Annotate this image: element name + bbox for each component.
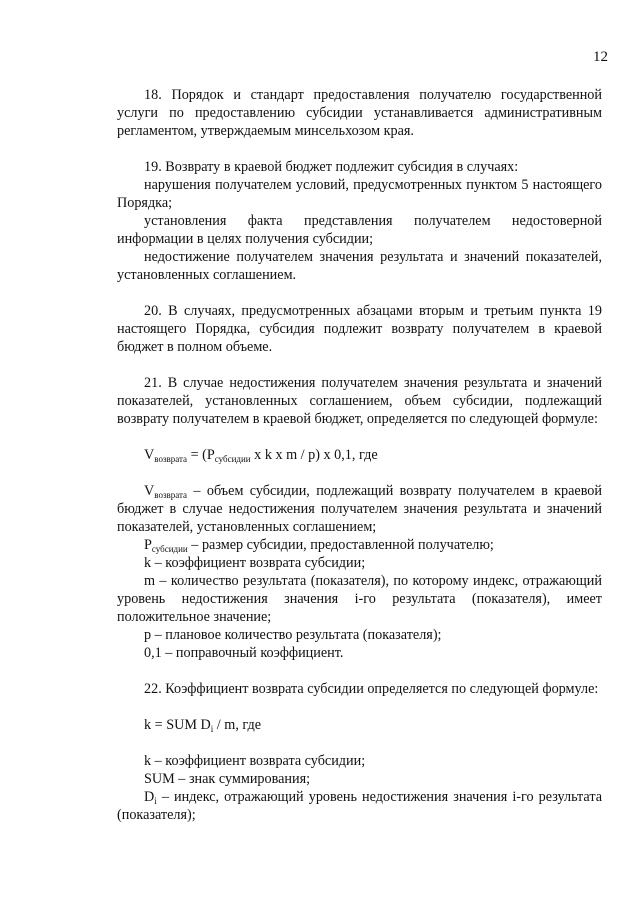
formula-v-subscript: возврата [154,454,188,464]
paragraph-18: 18. Порядок и стандарт предоставления получателю государственной услуги по предоставлению субсидии устанавливается административным регламентом, утверждаемым минсельхозом края. [117,87,602,139]
paragraph-19-case-2: установления факта представления получателем недостоверной информации в целях получения субсидии; [117,213,602,247]
definition-v-text: – объем субсидии, подлежащий возврату получателем в краевой бюджет в случае недостижения получателем значения результата и значений показателей, установленных соглашением; [117,483,602,535]
definition-m: m – количество результата (показателя), по которому индекс, отражающий уровень недостижения значения i-го результата (показателя), имеет положительное значение; [117,573,602,625]
definition-p-text: – размер субсидии, предоставленной получателю; [187,537,494,553]
formula-k-lead: k = SUM D [144,717,211,733]
definition-sum: SUM – знак суммирования; [144,771,311,787]
paragraph-19-case-1: нарушения получателем условий, предусмотренных пунктом 5 настоящего Порядка; [117,177,602,211]
formula-v-return [117,446,602,464]
definition-p-subscript: субсидии [151,544,188,554]
paragraph-21: 21. В случае недостижения получателем значения результата и значений показателей, установленных соглашением, объем субсидии, подлежащий возврату получателем в краевой бюджет, определяется по следующей формуле: [117,375,602,427]
paragraph-19-intro: 19. Возврату в краевой бюджет подлежит субсидия в случаях: [144,159,519,175]
definition-v [117,482,602,536]
formula-k-subscript: i [210,724,214,734]
formula-k [117,716,602,734]
document-body [117,86,602,824]
definition-correction-coef: 0,1 – поправочный коэффициент. [144,645,344,661]
paragraph-20: 20. В случаях, предусмотренных абзацами вторым и третьим пункта 19 настоящего Порядка, субсидия подлежит возврату получателем в краевой бюджет в полном объеме. [117,303,602,355]
definition-d-symbol: D [144,789,155,805]
formula-rest: x k x m / p) x 0,1, где [250,447,378,463]
formula-k-tail: / m, где [213,717,262,733]
paragraph-19-case-3: недостижение получателем значения результата и значений показателей, установленных соглашением. [117,249,602,283]
definition-p [117,536,602,554]
definition-k-2: k – коэффициент возврата субсидии; [144,753,366,769]
definition-d-subscript: i [154,796,157,806]
formula-equals-part: = (P [187,447,215,463]
definition-d [117,788,602,824]
definition-v-subscript: возврата [154,490,188,500]
definition-v-symbol: V [144,483,155,499]
definition-d-text: – индекс, отражающий уровень недостижения значения i-го результата (показателя); [117,789,602,823]
definition-k: k – коэффициент возврата субсидии; [144,555,366,571]
formula-v-symbol: V [144,447,155,463]
formula-p-subscript: субсидии [214,454,251,464]
paragraph-22: 22. Коэффициент возврата субсидии определяется по следующей формуле: [144,681,599,697]
page-number: 12 [593,49,608,65]
definition-p-symbol: P [144,537,152,553]
definition-p-plan: p – плановое количество результата (показателя); [144,627,442,643]
